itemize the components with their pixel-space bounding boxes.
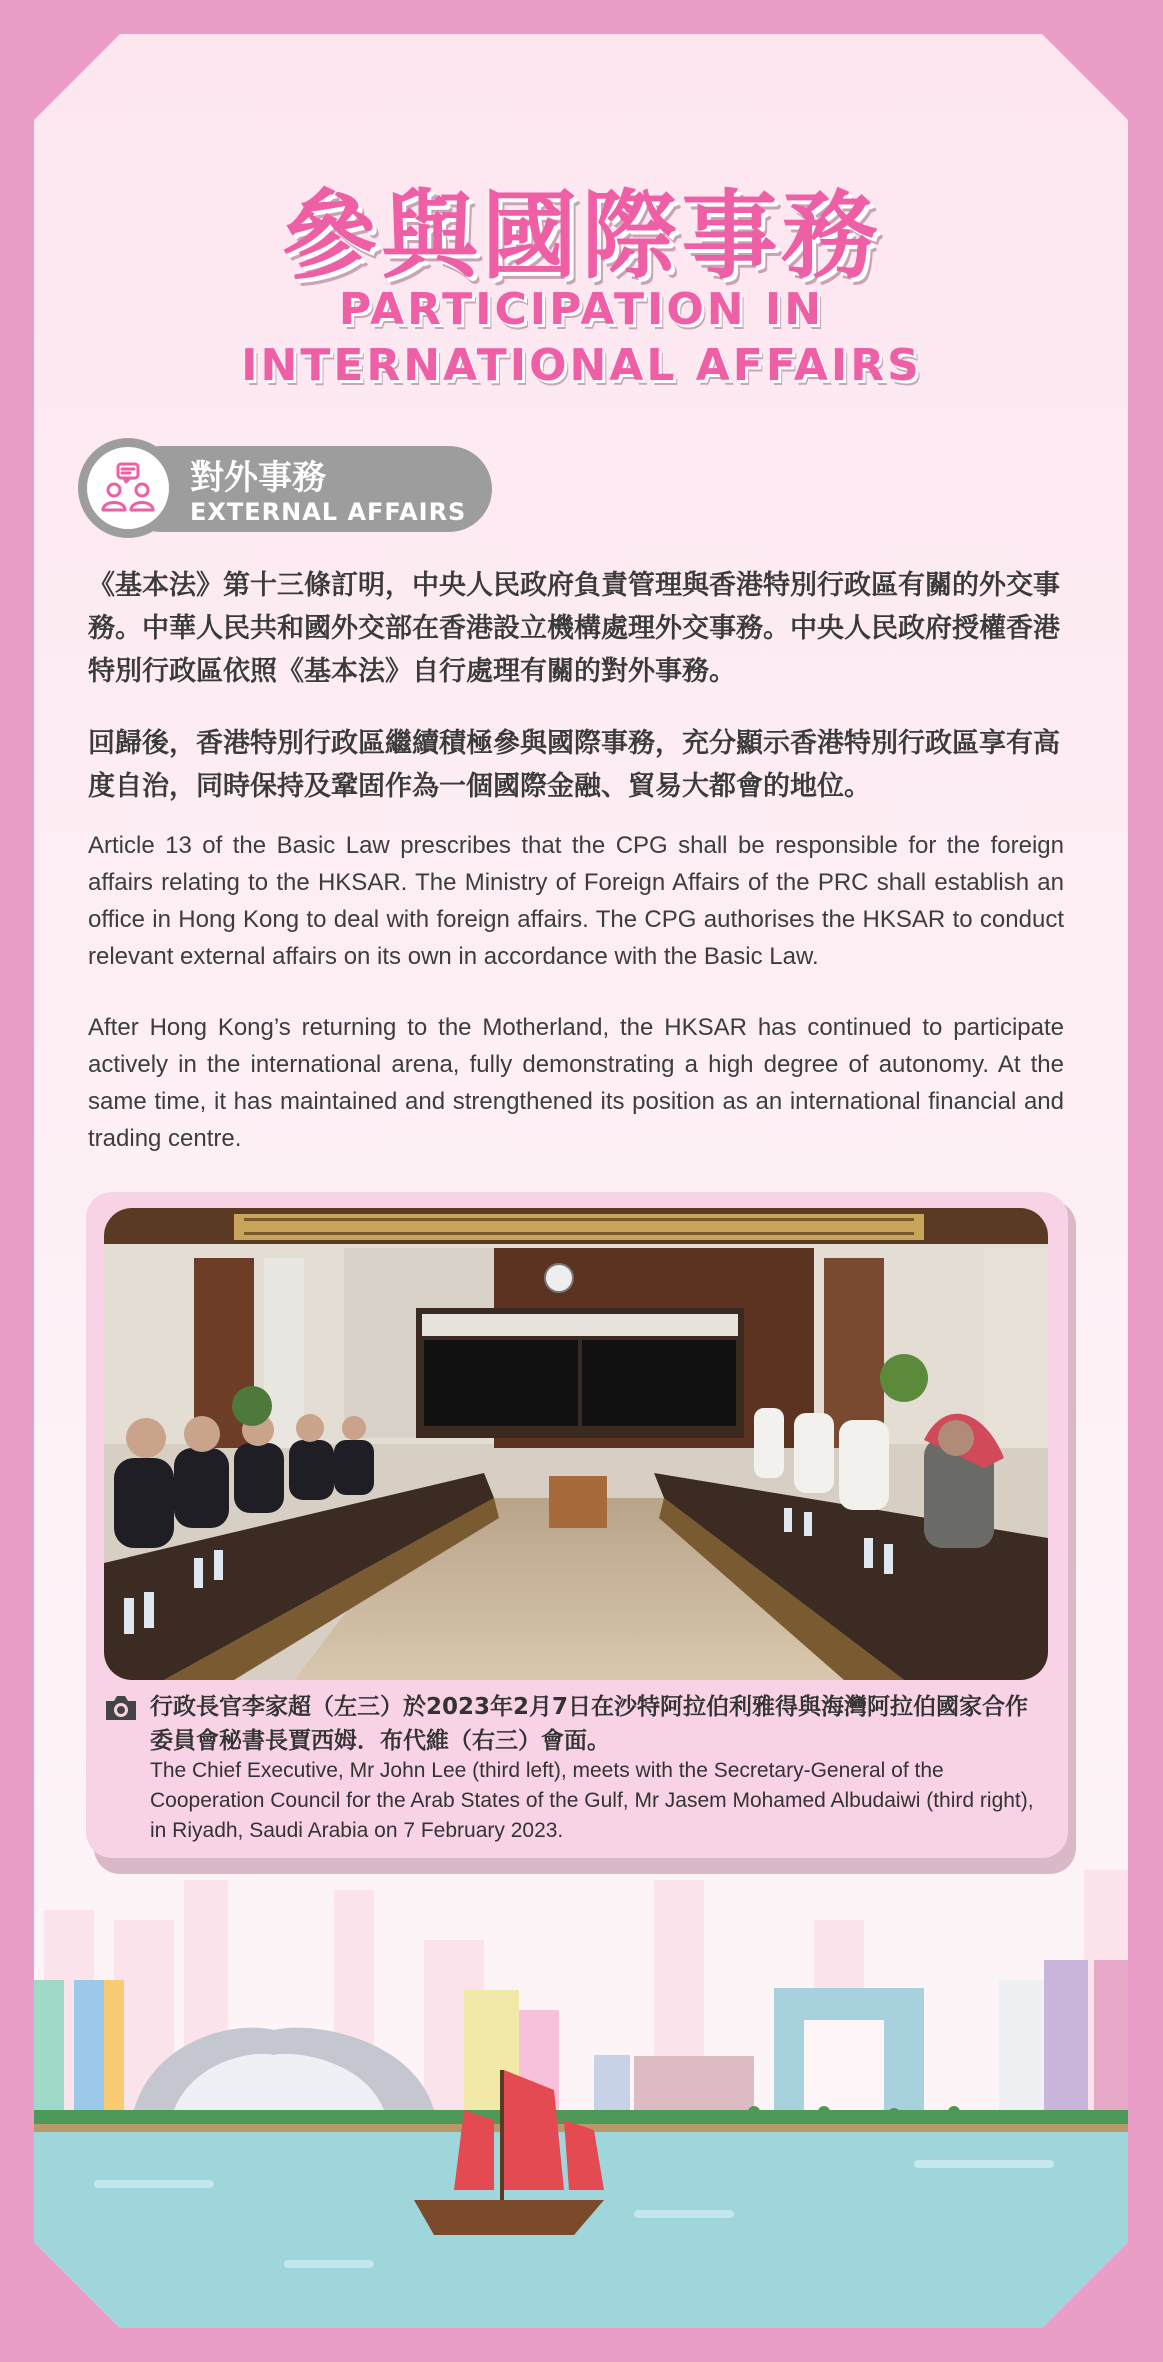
hong-kong-skyline-illustration [34,1860,1128,2328]
paragraph-en-1: Article 13 of the Basic Law prescribes that the CPG shall be responsible for the foreign affairs relating to the HKSAR. The Ministry of Foreign Affairs of the PRC shall establish an office in Hong Kong to deal with foreign affairs. The CPG authorises the HKSAR to conduct relevant external affairs on its own in accordance with the Basic Law. [88,832,1064,970]
paragraph-zh-2: 回歸後，香港特別行政區繼續積極參與國際事務，充分顯示香港特別行政區享有高度自治，同時保持及鞏固作為一個國際金融、貿易大都會的地位。 [88,728,1060,802]
people-chat-icon [100,460,156,516]
section-title-zh: 對外事務 [190,458,326,498]
paragraph-zh-1: 《基本法》第十三條訂明，中央人民政府負責管理與香港特別行政區有關的外交事務。中華人民共和國外交部在香港設立機構處理外交事務。中央人民政府授權香港特別行政區依照《基本法》自行處理有關的對外事務。 [88,570,1060,687]
section-title-en: EXTERNAL AFFAIRS [190,498,467,526]
meeting-photo [104,1208,1048,1680]
page-title-en-line2: INTERNATIONAL AFFAIRS [241,340,922,391]
photo-caption-en: The Chief Executive, Mr John Lee (third left), meets with the Secretary-General of the Cooperation Council for the Arab States of the Gulf, Mr Jasem Mohamed Albudaiwi (third right), in Riyadh, Saudi Arabia on 7 February 2023. [150,1759,1034,1842]
page-title-zh: 參與國際事務 [281,180,882,292]
photo-caption-zh: 行政長官李家超（左三）於2023年2月7日在沙特阿拉伯利雅得與海灣阿拉伯國家合作委員會秘書長賈西姆．布代維（右三）會面。 [150,1694,1029,1754]
paragraph-en-2: After Hong Kong’s returning to the Motherland, the HKSAR has continued to participate actively in the international arena, fully demonstrating a high degree of autonomy. At the same time, it has maintained and strengthened its position as an international financial and trading centre. [88,1014,1064,1152]
camera-icon [104,1694,138,1722]
section-badge [78,438,492,538]
page-title-en-line1: PARTICIPATION IN [338,284,825,335]
